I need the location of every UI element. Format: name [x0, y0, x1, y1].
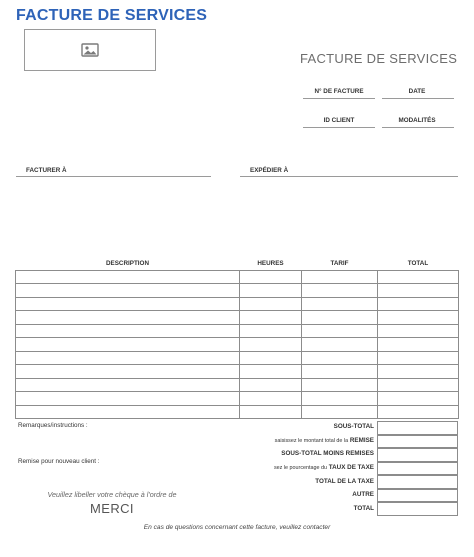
date-field[interactable]	[382, 98, 454, 99]
tax-rate-field[interactable]	[377, 462, 458, 476]
table-row	[16, 351, 459, 365]
total-cell[interactable]	[378, 392, 459, 406]
other-label: AUTRE	[352, 491, 374, 498]
contact-note: En cas de questions concernant cette facture, veuillez contacter	[143, 524, 331, 531]
terms-field[interactable]	[382, 127, 454, 128]
description-cell[interactable]	[16, 297, 240, 311]
thanks-text: MERCI	[90, 501, 134, 516]
remarks-label: Remarques/instructions :	[18, 422, 88, 429]
hours-cell[interactable]	[240, 365, 302, 379]
total-cell[interactable]	[378, 365, 459, 379]
total-cell[interactable]	[378, 311, 459, 325]
hours-cell[interactable]	[240, 270, 302, 284]
invoice-number-label: N° DE FACTURE	[314, 88, 364, 95]
total-label: TOTAL	[353, 505, 374, 512]
total-cell[interactable]	[378, 338, 459, 352]
total-tax-field[interactable]	[377, 475, 458, 489]
table-row	[16, 284, 459, 298]
terms-label: MODALITÉS	[398, 117, 436, 124]
hours-cell[interactable]	[240, 311, 302, 325]
column-header-total: TOTAL	[378, 258, 459, 270]
date-label: DATE	[408, 88, 426, 95]
rate-cell[interactable]	[302, 270, 378, 284]
total-tax-label: TOTAL DE LA TAXE	[315, 478, 374, 485]
document-title: FACTURE DE SERVICES	[16, 7, 208, 24]
tax-rate-label	[274, 464, 374, 471]
rate-cell[interactable]	[302, 405, 378, 419]
table-row	[16, 297, 459, 311]
hours-cell[interactable]	[240, 324, 302, 338]
subtotal-field[interactable]	[377, 421, 458, 435]
discount-bold: REMISE	[349, 437, 374, 444]
invoice-number-field[interactable]	[303, 98, 375, 99]
table-row	[16, 378, 459, 392]
other-field[interactable]	[377, 489, 458, 503]
rate-cell[interactable]	[302, 338, 378, 352]
rate-cell[interactable]	[302, 392, 378, 406]
discount-prefix: saisissez le montant total de la	[274, 438, 349, 444]
rate-cell[interactable]	[302, 297, 378, 311]
hours-cell[interactable]	[240, 392, 302, 406]
description-cell[interactable]	[16, 270, 240, 284]
column-header-description: DESCRIPTION	[16, 258, 240, 270]
rate-cell[interactable]	[302, 324, 378, 338]
client-id-label: ID CLIENT	[323, 117, 355, 124]
column-header-rate: TARIF	[302, 258, 378, 270]
description-cell[interactable]	[16, 284, 240, 298]
tax-rate-prefix: sez le pourcentage du	[273, 465, 327, 471]
bill-to-label: FACTURER À	[26, 167, 67, 174]
table-row	[16, 270, 459, 284]
description-cell[interactable]	[16, 324, 240, 338]
total-cell[interactable]	[378, 284, 459, 298]
rate-cell[interactable]	[302, 378, 378, 392]
subtotal-less-discount-field[interactable]	[377, 448, 458, 462]
table-row	[16, 392, 459, 406]
table-row	[16, 324, 459, 338]
table-row	[16, 311, 459, 325]
description-cell[interactable]	[16, 405, 240, 419]
description-cell[interactable]	[16, 338, 240, 352]
rate-cell[interactable]	[302, 365, 378, 379]
table-row	[16, 405, 459, 419]
hours-cell[interactable]	[240, 284, 302, 298]
rate-cell[interactable]	[302, 351, 378, 365]
table-row	[16, 338, 459, 352]
hours-cell[interactable]	[240, 351, 302, 365]
total-cell[interactable]	[378, 405, 459, 419]
hours-cell[interactable]	[240, 378, 302, 392]
subtotal-less-discount-label: SOUS-TOTAL MOINS REMISES	[281, 450, 374, 457]
invoice-heading: FACTURE DE SERVICES	[300, 51, 458, 66]
bill-to-field[interactable]	[16, 176, 211, 177]
total-cell[interactable]	[378, 270, 459, 284]
description-cell[interactable]	[16, 311, 240, 325]
image-placeholder-icon	[81, 43, 99, 57]
description-cell[interactable]	[16, 365, 240, 379]
rate-cell[interactable]	[302, 311, 378, 325]
hours-cell[interactable]	[240, 338, 302, 352]
table-row	[16, 365, 459, 379]
description-cell[interactable]	[16, 378, 240, 392]
subtotal-label: SOUS-TOTAL	[333, 423, 374, 430]
ship-to-field[interactable]	[240, 176, 458, 177]
hours-cell[interactable]	[240, 297, 302, 311]
logo-placeholder[interactable]	[24, 29, 156, 71]
total-cell[interactable]	[378, 351, 459, 365]
description-cell[interactable]	[16, 351, 240, 365]
total-field[interactable]	[377, 502, 458, 516]
discount-field[interactable]	[377, 435, 458, 449]
total-cell[interactable]	[378, 378, 459, 392]
line-items-table	[15, 258, 459, 419]
rate-cell[interactable]	[302, 284, 378, 298]
total-cell[interactable]	[378, 324, 459, 338]
discount-label	[275, 437, 374, 444]
column-header-hours: HEURES	[240, 258, 302, 270]
cheque-note: Veuillez libeller votre chèque à l'ordre de	[47, 490, 177, 499]
total-cell[interactable]	[378, 297, 459, 311]
description-cell[interactable]	[16, 392, 240, 406]
tax-rate-bold: TAUX DE TAXE	[328, 464, 374, 471]
new-client-discount-label: Remise pour nouveau client :	[18, 458, 100, 465]
client-id-field[interactable]	[303, 127, 375, 128]
hours-cell[interactable]	[240, 405, 302, 419]
ship-to-label: EXPÉDIER À	[250, 167, 289, 174]
table-header-row	[16, 258, 459, 270]
